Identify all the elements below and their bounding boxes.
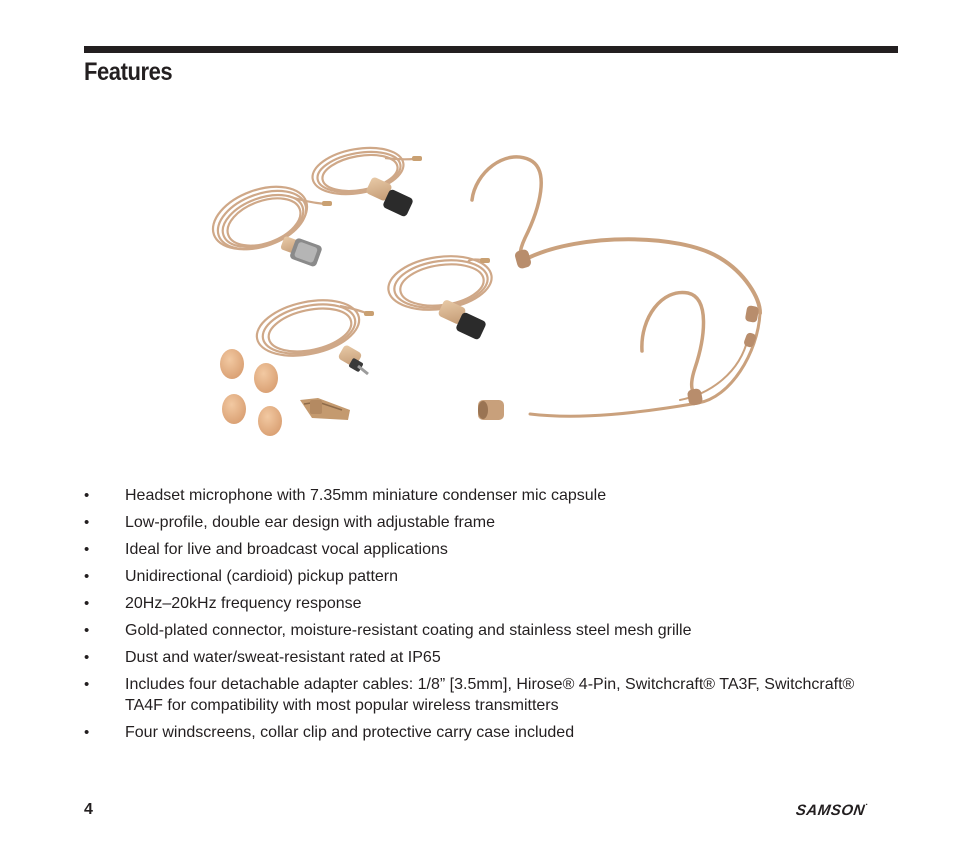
page-title: Features <box>84 58 173 86</box>
list-item <box>84 485 885 506</box>
header-rule <box>84 46 898 53</box>
bullet: • <box>84 568 90 585</box>
adapter-cable-ta3f <box>385 250 495 341</box>
samson-logo: SAMSON• <box>794 802 869 819</box>
bullet: • <box>84 487 90 504</box>
list-item <box>84 620 885 641</box>
list-item <box>84 722 885 743</box>
bullet: • <box>84 649 90 666</box>
feature-text: 20Hz–20kHz frequency response <box>125 595 362 612</box>
adapter-cable-hirose <box>204 175 332 268</box>
headset-microphone <box>472 157 760 416</box>
feature-text: Gold-plated connector, moisture-resistant coating and stainless steel mesh grille <box>125 622 692 639</box>
list-item <box>84 647 885 668</box>
collar-clip <box>300 398 350 420</box>
product-image <box>200 138 780 448</box>
feature-text: Low-profile, double ear design with adjustable frame <box>125 514 495 531</box>
bullet: • <box>84 514 90 531</box>
adapter-cable-ta4f <box>309 141 422 217</box>
adapter-cable-3-5mm <box>252 292 374 374</box>
feature-text: Ideal for live and broadcast vocal applications <box>125 541 448 558</box>
feature-text: Headset microphone with 7.35mm miniature condenser mic capsule <box>125 487 607 504</box>
feature-text: Unidirectional (cardioid) pickup pattern <box>125 568 399 585</box>
feature-text: Dust and water/sweat-resistant rated at IP65 <box>125 649 441 666</box>
list-item <box>84 512 885 533</box>
feature-text: Includes four detachable adapter cables: 1/8” [3.5mm], Hirose® 4-Pin, Switchcraft® TA3F, Switchcraft® TA4F for compatibility with most popular wireless transmitters <box>125 676 855 714</box>
bullet: • <box>84 541 90 558</box>
list-item <box>84 593 885 614</box>
windscreens <box>220 349 282 436</box>
bullet: • <box>84 595 90 612</box>
list-item <box>84 539 885 560</box>
feature-text: Four windscreens, collar clip and protective carry case included <box>125 724 575 741</box>
bullet: • <box>84 724 90 741</box>
bullet: • <box>84 676 90 693</box>
feature-list <box>84 485 898 749</box>
brand-name: SAMSON <box>794 802 867 819</box>
list-item <box>84 566 885 587</box>
bullet: • <box>84 622 90 639</box>
page-number: 4 <box>84 801 93 818</box>
list-item <box>84 674 885 716</box>
